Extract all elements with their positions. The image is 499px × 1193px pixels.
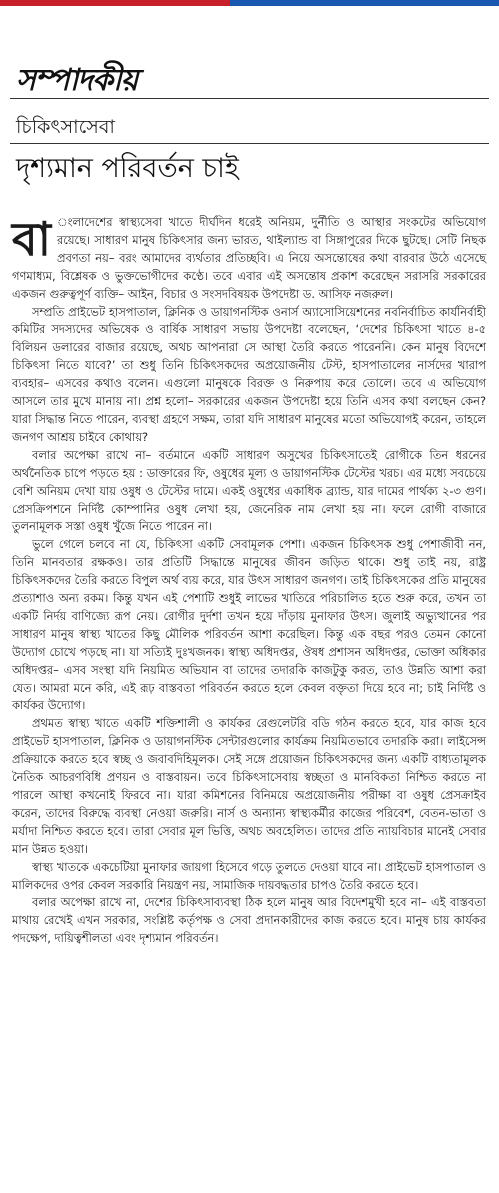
top-bar-red-segment: [0, 0, 230, 6]
article-paragraph: বলার অপেক্ষা রাখে না, দেশের চিকিৎসাব্যবস্থা ঠিক হলে মানুষ আর বিদেশমুখী হবে না– এই বাস্তবতা মাথায় রেখেই এখন সরকার, সংশ্লিষ্ট কর্তৃপক্ষ ও সেবা প্রদানকারীদের কাজ করতে হবে। মানুষ চায় কার্যকর পদক্ষেপ, দায়িত্বশীলতা এবং দৃশ্যমান পরিবর্তন।: [12, 895, 486, 946]
article-paragraph: [12, 214, 486, 304]
article-paragraph: বলার অপেক্ষা রাখে না– বর্তমানে একটি সাধারণ অসুখের চিকিৎসাতেই রোগীকে তিন ধরনের অর্থনৈতিক চাপে পড়তে হয় : ডাক্তারের ফি, ওষুধের মূল্য ও ডায়াগনস্টিক টেস্টের খরচ। এর মধ্যে সবচেয়ে বেশি অনিয়ম দেখা যায় ওষুধ ও টেস্টের দামে। একই ওষুধের একাধিক ব্র্যান্ড, যার দামের পার্থক্য ২-৩ গুণ। প্রেসক্রিপশনে নির্দিষ্ট কোম্পানির ওষুধ লেখা হয়, জেনেরিক নাম লেখা হয় না। ফলে রোগী বাজারে তুলনামূলক সস্তা ওষুধ খুঁজে নিতে পারেন না।: [12, 447, 486, 534]
paragraph-text: ংলাদেশের স্বাস্থ্যসেবা খাতে দীর্ঘদিন ধরেই অনিয়ম, দুর্নীতি ও আস্থার সংকটের অভিযোগ রয়েছে। সাধারণ মানুষ চিকিৎসার জন্য ভারত, থাইল্যান্ড বা সিঙ্গাপুরের দিকে ছুটছে। সেটি নিছক প্রবণতা নয়– বরং আমাদের ব্যর্থতার প্রতিচ্ছবি। এ নিয়ে অসন্তোষের কথা বারবার উঠে এসেছে গণমাধ্যম, বিশ্লেষক ও ভুক্তভোগীদের কণ্ঠে। তবে এবার এই অসন্তোষ প্রকাশ করেছেন সরাসরি সরকারের একজন গুরুত্বপূর্ণ ব্যক্তি– আইন, বিচার ও সংসদবিষয়ক উপদেষ্টা ড. আসিফ নজরুল।: [12, 215, 486, 301]
article-paragraph: সম্প্রতি প্রাইভেট হাসপাতাল, ক্লিনিক ও ডায়াগনস্টিক ওনার্স অ্যাসোসিয়েশনের নবনির্বাচিত কার্যনির্বাহী কমিটির সদস্যদের অভিষেক ও বার্ষিক সাধারণ সভায় উপদেষ্টা বলেছেন, ‘দেশের চিকিৎসা খাতে ৪-৫ বিলিয়ন ডলারের বাজার রয়েছে, অথচ আপনারা সে আস্থা তৈরি করতে পারেননি। কেন মানুষ বিদেশে চিকিৎসা নিতে যাবে?’ তা শুধু তিনি চিকিৎসকদের অপ্রয়োজনীয় টেস্ট, হাসপাতালের নার্সদের খারাপ ব্যবহার– এসবের কথাও বলেন। এগুলো মানুষকে বিরক্ত ও নিরুপায় করে তোলে। তবে এ অভিযোগ আসলে তার মুখে মানায় না। প্রশ্ন হলো– সরকারের একজন উপদেষ্টা হয়ে তিনি এসব কথা বলছেন কেন? যারা সিদ্ধান্ত নিতে পারেন, ব্যবস্থা গ্রহণে সক্ষম, তারা যদি সাধারণ মানুষের মতো অভিযোগই করেন, তাহলে জনগণ আশ্রয় চাইবে কোথায়?: [12, 304, 486, 444]
article-kicker: চিকিৎসাসেবা: [16, 116, 115, 138]
article-headline: দৃশ্যমান পরিবর্তন চাই: [16, 153, 239, 184]
article-body: [12, 214, 486, 948]
article-paragraph: স্বাস্থ্য খাতকে একচেটিয়া মুনাফার জায়গা হিসেবে গড়ে তুলতে দেওয়া যাবে না। প্রাইভেট হাসপাতাল ও মালিকদের ওপর কেবল সরকারি নিয়ন্ত্রণ নয়, সামাজিক দায়বদ্ধতার চাপও তৈরি করতে হবে।: [12, 859, 486, 892]
top-color-bar: [0, 0, 499, 6]
kicker-divider: [10, 143, 489, 144]
top-bar-blue-segment: [230, 0, 499, 6]
article-paragraph: প্রথমত স্বাস্থ্য খাতে একটি শক্তিশালী ও কার্যকর রেগুলেটরি বডি গঠন করতে হবে, যার কাজ হবে প্রাইভেট হাসপাতাল, ক্লিনিক ও ডায়াগনস্টিক সেন্টারগুলোর কার্যক্রম নিয়মিতভাবে তদারকি করা। লাইসেন্স প্রক্রিয়াকে করতে হবে স্বচ্ছ ও জবাবদিহিমূলক। সেই সঙ্গে প্রয়োজন চিকিৎসকদের জন্য একটি বাধ্যতামূলক নৈতিক আচরণবিধি প্রণয়ন ও বাস্তবায়ন। তবে চিকিৎসাসেবায় স্বচ্ছতা ও মানবিকতা নিশ্চিত করতে না পারলে আস্থা কখনোই ফিরবে না। যারা কমিশনের বিনিময়ে অপ্রয়োজনীয় পরীক্ষা বা ওষুধ প্রেসক্রাইব করেন, তাদের বিরুদ্ধে ব্যবস্থা নেওয়া জরুরি। নার্স ও অন্যান্য স্বাস্থ্যকর্মীর কাজের পরিবেশ, বেতন-ভাতা ও মর্যাদা নিশ্চিত করতে হবে। তারা সেবার মূল ভিত্তি, অথচ অবহেলিত। তাদের প্রতি ন্যায়বিচার মানেই সেবার মান উন্নত হওয়া।: [12, 716, 486, 856]
masthead-divider: [10, 98, 489, 99]
article-paragraph: ভুলে গেলে চলবে না যে, চিকিৎসা একটি সেবামূলক পেশা। একজন চিকিৎসক শুধু পেশাজীবী নন, তিনি মানবতার রক্ষকও। তার প্রতিটি সিদ্ধান্তে মানুষের জীবন জড়িত থাকে। শুধু তাই নয়, রাষ্ট্র চিকিৎসকদের তৈরি করতে বিপুল অর্থ ব্যয় করে, যার উৎস সাধারণ জনগণ। তাই চিকিৎসকের প্রতি মানুষের প্রত্যাশাও অন্য রকম। কিন্তু যখন এই পেশাটি শুধুই লাভের খাতিরে পরিচালিত হতে শুরু করে, তখন তা একটি নির্দয় বাণিজ্যে রূপ নেয়। রোগীর দুর্দশা তখন হয়ে দাঁড়ায় মুনাফার উৎস। জুলাই অভ্যুত্থানের পর সাধারণ মানুষ স্বাস্থ্য খাতের কিছু মৌলিক পরিবর্তন আশা করেছিল। কিন্তু এক বছর পরও তেমন কোনো উদ্যোগ চোখে পড়ছে না। যা সত্যিই দুঃখজনক। স্বাস্থ্য অধিদপ্তর, ঔষধ প্রশাসন অধিদপ্তর, ভোক্তা অধিকার অধিদপ্তর– এসব সংস্থা যদি নিয়মিত অভিযান বা তাদের তদারকি কাজটুকু করত, তাও উন্নতি আশা করা যেত। আমরা মনে করি, এই রূঢ় বাস্তবতা পরিবর্তন করতে হলে কেবল বক্তৃতা দিয়ে হবে না; চাই নির্দিষ্ট ও কার্যকর উদ্যোগ।: [12, 537, 487, 713]
drop-cap: বা: [12, 212, 51, 266]
section-masthead: সম্পাদকীয়: [16, 63, 138, 98]
